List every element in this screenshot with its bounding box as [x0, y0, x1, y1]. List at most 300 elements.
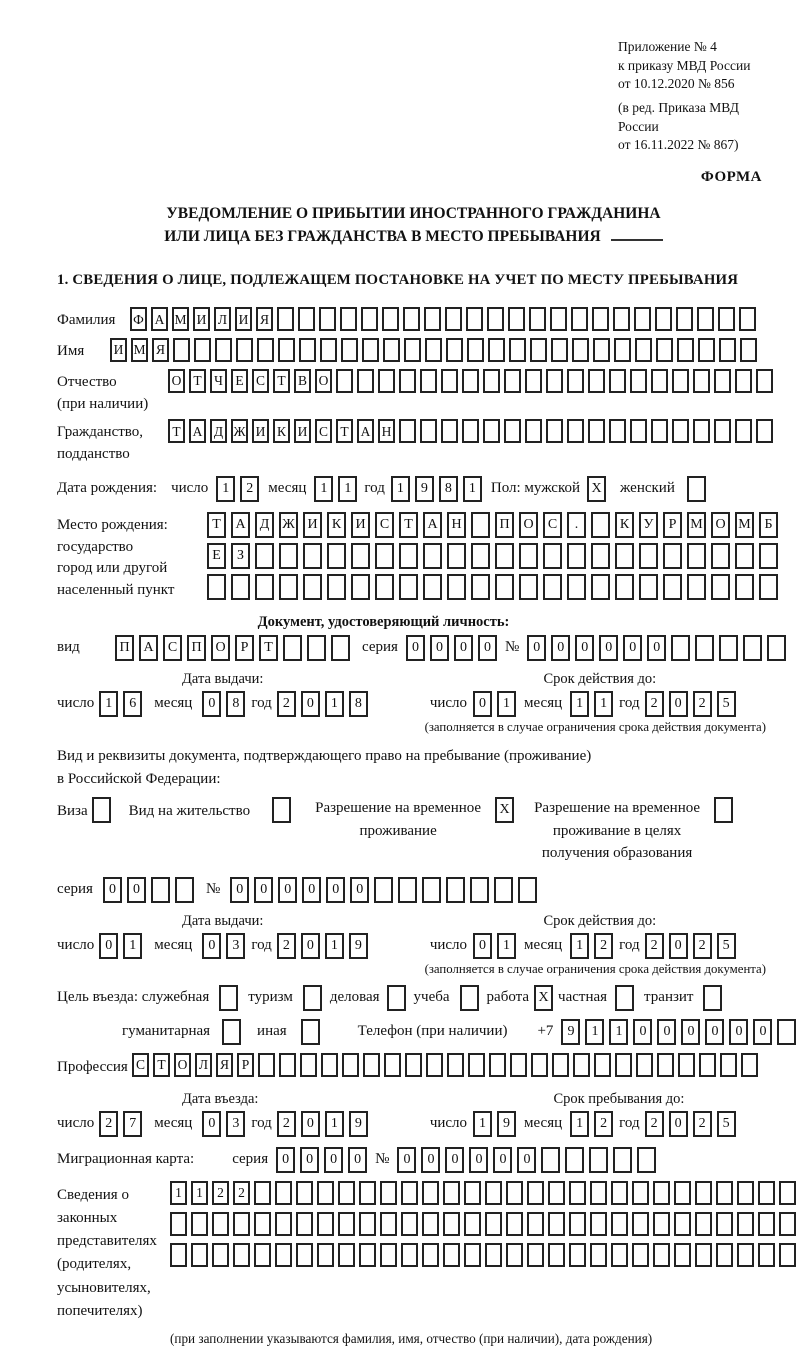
form-cell[interactable]: 7 [123, 1111, 142, 1137]
form-cell[interactable]: 1 [463, 476, 482, 502]
form-cell[interactable] [495, 543, 514, 569]
form-cell[interactable]: 2 [99, 1111, 118, 1137]
form-cell[interactable] [470, 877, 489, 903]
form-cell[interactable] [258, 1053, 275, 1077]
form-cell[interactable] [321, 1053, 338, 1077]
form-cell[interactable] [446, 877, 465, 903]
form-cell[interactable]: 0 [278, 877, 297, 903]
form-cell[interactable] [283, 635, 302, 661]
form-cell[interactable] [212, 1212, 229, 1236]
form-cell[interactable] [569, 1181, 586, 1205]
resid-issue-day-cells[interactable] [99, 933, 142, 959]
form-cell[interactable] [422, 1243, 439, 1267]
form-cell[interactable] [571, 307, 588, 331]
form-cell[interactable]: Е [231, 369, 248, 393]
form-cell[interactable] [711, 543, 730, 569]
resid-valid-month-cells[interactable] [570, 933, 613, 959]
form-cell[interactable] [779, 1212, 796, 1236]
form-cell[interactable]: 0 [430, 635, 449, 661]
form-cell[interactable]: 1 [325, 933, 344, 959]
form-cell[interactable] [719, 338, 736, 362]
resid-permit-checkbox[interactable] [272, 797, 291, 823]
form-cell[interactable] [735, 419, 752, 443]
form-cell[interactable]: Т [273, 369, 290, 393]
form-cell[interactable]: 0 [729, 1019, 748, 1045]
form-cell[interactable]: Н [447, 512, 466, 538]
form-cell[interactable]: X [495, 797, 514, 823]
form-cell[interactable]: 1 [191, 1181, 208, 1205]
purpose-private-checkbox[interactable] [615, 985, 634, 1011]
form-cell[interactable] [714, 797, 733, 823]
sex-male-checkbox[interactable] [587, 476, 606, 502]
form-cell[interactable]: 0 [493, 1147, 512, 1173]
form-cell[interactable] [359, 1212, 376, 1236]
form-cell[interactable] [338, 1243, 355, 1267]
form-cell[interactable] [592, 307, 609, 331]
form-cell[interactable] [767, 635, 786, 661]
birthplace-cells-row2[interactable] [207, 543, 778, 569]
form-cell[interactable]: И [351, 512, 370, 538]
form-cell[interactable] [546, 369, 563, 393]
birthplace-cells-row3[interactable] [207, 574, 778, 600]
form-cell[interactable] [572, 338, 589, 362]
form-cell[interactable] [317, 1212, 334, 1236]
form-cell[interactable]: И [110, 338, 127, 362]
form-cell[interactable] [737, 1212, 754, 1236]
form-cell[interactable] [254, 1212, 271, 1236]
form-cell[interactable]: 9 [349, 1111, 368, 1137]
name-cells[interactable] [110, 338, 757, 362]
form-cell[interactable] [420, 419, 437, 443]
form-cell[interactable]: 6 [123, 691, 142, 717]
form-cell[interactable]: 1 [325, 1111, 344, 1137]
form-cell[interactable] [341, 338, 358, 362]
form-cell[interactable]: Т [207, 512, 226, 538]
form-cell[interactable] [170, 1212, 187, 1236]
form-cell[interactable] [639, 574, 658, 600]
entry-month-cells[interactable] [202, 1111, 245, 1137]
form-cell[interactable] [422, 1212, 439, 1236]
form-cell[interactable] [546, 419, 563, 443]
form-cell[interactable] [613, 307, 630, 331]
form-cell[interactable]: 2 [277, 1111, 296, 1137]
form-cell[interactable]: 1 [497, 933, 516, 959]
form-cell[interactable] [525, 369, 542, 393]
form-cell[interactable]: 9 [561, 1019, 580, 1045]
form-cell[interactable] [399, 574, 418, 600]
form-cell[interactable] [531, 1053, 548, 1077]
form-cell[interactable]: П [115, 635, 134, 661]
form-cell[interactable] [611, 1243, 628, 1267]
form-cell[interactable]: 8 [226, 691, 245, 717]
form-cell[interactable]: 0 [397, 1147, 416, 1173]
form-cell[interactable] [359, 1181, 376, 1205]
resid-series-cells[interactable] [103, 877, 194, 903]
form-cell[interactable] [447, 574, 466, 600]
form-cell[interactable]: 0 [302, 877, 321, 903]
form-cell[interactable] [671, 635, 690, 661]
form-cell[interactable] [320, 338, 337, 362]
form-cell[interactable] [488, 338, 505, 362]
doc-issue-day-cells[interactable] [99, 691, 142, 717]
form-cell[interactable] [573, 1053, 590, 1077]
form-cell[interactable] [741, 1053, 758, 1077]
form-cell[interactable] [359, 1243, 376, 1267]
form-cell[interactable] [548, 1181, 565, 1205]
form-cell[interactable] [401, 1181, 418, 1205]
form-cell[interactable]: 0 [301, 691, 320, 717]
form-cell[interactable] [663, 543, 682, 569]
form-cell[interactable] [743, 635, 762, 661]
purpose-business-checkbox[interactable] [387, 985, 406, 1011]
form-cell[interactable] [446, 338, 463, 362]
form-cell[interactable] [483, 419, 500, 443]
surname-cells[interactable] [130, 307, 756, 331]
form-cell[interactable] [758, 1212, 775, 1236]
form-cell[interactable]: А [423, 512, 442, 538]
form-cell[interactable]: 1 [216, 476, 235, 502]
form-cell[interactable] [272, 797, 291, 823]
form-cell[interactable] [351, 574, 370, 600]
form-cell[interactable] [639, 543, 658, 569]
form-cell[interactable]: 5 [717, 691, 736, 717]
form-cell[interactable] [464, 1181, 481, 1205]
form-cell[interactable] [296, 1243, 313, 1267]
form-cell[interactable] [504, 369, 521, 393]
form-cell[interactable]: С [163, 635, 182, 661]
form-cell[interactable] [613, 1147, 632, 1173]
form-cell[interactable] [695, 1212, 712, 1236]
form-cell[interactable]: 3 [226, 933, 245, 959]
purpose-transit-checkbox[interactable] [703, 985, 722, 1011]
form-cell[interactable] [735, 574, 754, 600]
form-cell[interactable]: Т [189, 369, 206, 393]
form-cell[interactable] [716, 1243, 733, 1267]
form-cell[interactable]: Н [378, 419, 395, 443]
form-cell[interactable]: 0 [669, 691, 688, 717]
resid-valid-year-cells[interactable] [645, 933, 736, 959]
form-cell[interactable] [548, 1212, 565, 1236]
form-cell[interactable]: 0 [202, 1111, 221, 1137]
form-cell[interactable] [401, 1212, 418, 1236]
form-cell[interactable] [611, 1181, 628, 1205]
form-cell[interactable] [594, 1053, 611, 1077]
doc-series-cells[interactable] [406, 635, 497, 661]
form-cell[interactable]: О [174, 1053, 191, 1077]
form-cell[interactable] [698, 338, 715, 362]
form-cell[interactable]: 0 [406, 635, 425, 661]
form-cell[interactable]: 0 [103, 877, 122, 903]
doc-issue-month-cells[interactable] [202, 691, 245, 717]
form-cell[interactable] [495, 574, 514, 600]
form-cell[interactable] [718, 307, 735, 331]
form-cell[interactable]: 5 [717, 1111, 736, 1137]
form-cell[interactable]: Ж [231, 419, 248, 443]
form-cell[interactable] [219, 985, 238, 1011]
form-cell[interactable]: 0 [300, 1147, 319, 1173]
form-cell[interactable] [275, 1243, 292, 1267]
entry-day-cells[interactable] [99, 1111, 142, 1137]
form-cell[interactable]: 0 [473, 933, 492, 959]
form-cell[interactable]: И [235, 307, 252, 331]
form-cell[interactable] [338, 1212, 355, 1236]
form-cell[interactable] [380, 1212, 397, 1236]
form-cell[interactable]: Я [216, 1053, 233, 1077]
form-cell[interactable] [387, 985, 406, 1011]
form-cell[interactable]: 2 [693, 691, 712, 717]
form-cell[interactable] [527, 1181, 544, 1205]
form-cell[interactable] [336, 369, 353, 393]
form-cell[interactable] [663, 574, 682, 600]
form-cell[interactable] [485, 1212, 502, 1236]
form-cell[interactable]: 5 [717, 933, 736, 959]
form-cell[interactable] [677, 338, 694, 362]
purpose-study-checkbox[interactable] [460, 985, 479, 1011]
form-cell[interactable] [254, 1181, 271, 1205]
form-cell[interactable]: 0 [301, 933, 320, 959]
guardians-cells-row1[interactable] [170, 1181, 796, 1205]
form-cell[interactable] [307, 635, 326, 661]
form-cell[interactable] [759, 574, 778, 600]
form-cell[interactable] [590, 1243, 607, 1267]
form-cell[interactable] [756, 419, 773, 443]
form-cell[interactable]: 0 [254, 877, 273, 903]
form-cell[interactable] [615, 1053, 632, 1077]
form-cell[interactable] [277, 307, 294, 331]
purpose-official-checkbox[interactable] [219, 985, 238, 1011]
form-cell[interactable]: 0 [681, 1019, 700, 1045]
form-cell[interactable]: 0 [350, 877, 369, 903]
form-cell[interactable] [303, 574, 322, 600]
form-cell[interactable] [357, 369, 374, 393]
form-cell[interactable] [674, 1243, 691, 1267]
form-cell[interactable] [298, 307, 315, 331]
form-cell[interactable] [714, 369, 731, 393]
form-cell[interactable] [380, 1181, 397, 1205]
form-cell[interactable]: У [639, 512, 658, 538]
form-cell[interactable] [487, 307, 504, 331]
patronymic-cells[interactable] [168, 369, 773, 393]
form-cell[interactable]: М [687, 512, 706, 538]
form-cell[interactable] [590, 1181, 607, 1205]
form-cell[interactable] [687, 543, 706, 569]
form-cell[interactable]: 0 [202, 691, 221, 717]
form-cell[interactable]: С [543, 512, 562, 538]
form-cell[interactable] [756, 369, 773, 393]
form-cell[interactable] [552, 1053, 569, 1077]
form-cell[interactable] [693, 369, 710, 393]
form-cell[interactable]: 2 [645, 933, 664, 959]
form-cell[interactable] [593, 338, 610, 362]
form-cell[interactable] [447, 543, 466, 569]
form-cell[interactable]: С [252, 369, 269, 393]
form-cell[interactable] [175, 877, 194, 903]
form-cell[interactable]: 0 [301, 1111, 320, 1137]
form-cell[interactable] [194, 338, 211, 362]
form-cell[interactable]: А [189, 419, 206, 443]
form-cell[interactable] [399, 543, 418, 569]
form-cell[interactable]: М [131, 338, 148, 362]
form-cell[interactable] [489, 1053, 506, 1077]
form-cell[interactable] [541, 1147, 560, 1173]
form-cell[interactable]: И [303, 512, 322, 538]
form-cell[interactable]: 2 [240, 476, 259, 502]
form-cell[interactable] [375, 574, 394, 600]
form-cell[interactable]: 0 [469, 1147, 488, 1173]
form-cell[interactable] [737, 1181, 754, 1205]
birthplace-cells-row1[interactable] [207, 512, 778, 538]
form-cell[interactable] [591, 543, 610, 569]
form-cell[interactable] [672, 369, 689, 393]
form-cell[interactable]: О [711, 512, 730, 538]
form-cell[interactable] [591, 574, 610, 600]
form-cell[interactable] [398, 877, 417, 903]
form-cell[interactable]: С [375, 512, 394, 538]
form-cell[interactable] [703, 985, 722, 1011]
form-cell[interactable]: 1 [314, 476, 333, 502]
form-cell[interactable] [543, 574, 562, 600]
form-cell[interactable] [233, 1212, 250, 1236]
form-cell[interactable]: А [139, 635, 158, 661]
purpose-humanitarian-checkbox[interactable] [222, 1019, 241, 1045]
form-cell[interactable]: К [273, 419, 290, 443]
form-cell[interactable]: 2 [693, 1111, 712, 1137]
form-cell[interactable]: 1 [609, 1019, 628, 1045]
form-cell[interactable] [212, 1243, 229, 1267]
form-cell[interactable] [565, 1147, 584, 1173]
form-cell[interactable] [441, 419, 458, 443]
form-cell[interactable]: 0 [517, 1147, 536, 1173]
form-cell[interactable] [693, 419, 710, 443]
form-cell[interactable] [422, 1181, 439, 1205]
form-cell[interactable] [296, 1181, 313, 1205]
form-cell[interactable]: Р [237, 1053, 254, 1077]
form-cell[interactable] [374, 877, 393, 903]
form-cell[interactable]: 0 [478, 635, 497, 661]
profession-cells[interactable] [132, 1053, 758, 1077]
form-cell[interactable]: 1 [123, 933, 142, 959]
birth-month-cells[interactable] [314, 476, 357, 502]
form-cell[interactable]: 0 [99, 933, 118, 959]
form-cell[interactable]: Ф [130, 307, 147, 331]
form-cell[interactable] [375, 543, 394, 569]
form-cell[interactable] [529, 307, 546, 331]
phone-cells[interactable] [561, 1019, 796, 1045]
form-cell[interactable] [779, 1243, 796, 1267]
form-cell[interactable] [231, 574, 250, 600]
form-cell[interactable]: 0 [454, 635, 473, 661]
form-cell[interactable] [462, 419, 479, 443]
form-cell[interactable]: И [294, 419, 311, 443]
form-cell[interactable]: Ж [279, 512, 298, 538]
form-cell[interactable] [362, 338, 379, 362]
form-cell[interactable] [506, 1243, 523, 1267]
form-cell[interactable] [632, 1243, 649, 1267]
edu-permit-checkbox[interactable] [714, 797, 733, 823]
form-cell[interactable] [279, 1053, 296, 1077]
form-cell[interactable] [711, 574, 730, 600]
form-cell[interactable]: 9 [415, 476, 434, 502]
form-cell[interactable] [759, 543, 778, 569]
form-cell[interactable]: 0 [202, 933, 221, 959]
form-cell[interactable]: П [495, 512, 514, 538]
form-cell[interactable]: 2 [277, 933, 296, 959]
form-cell[interactable] [464, 1243, 481, 1267]
form-cell[interactable] [170, 1243, 187, 1267]
form-cell[interactable]: 8 [439, 476, 458, 502]
form-cell[interactable] [485, 1243, 502, 1267]
form-cell[interactable] [672, 419, 689, 443]
form-cell[interactable]: С [132, 1053, 149, 1077]
form-cell[interactable] [657, 1053, 674, 1077]
form-cell[interactable] [351, 543, 370, 569]
form-cell[interactable]: 1 [338, 476, 357, 502]
form-cell[interactable] [460, 985, 479, 1011]
form-cell[interactable] [719, 635, 738, 661]
form-cell[interactable] [656, 338, 673, 362]
doc-number-cells[interactable] [527, 635, 786, 661]
form-cell[interactable] [699, 1053, 716, 1077]
form-cell[interactable]: 0 [324, 1147, 343, 1173]
form-cell[interactable] [441, 369, 458, 393]
form-cell[interactable]: 9 [497, 1111, 516, 1137]
guardians-cells-row3[interactable] [170, 1243, 796, 1267]
form-cell[interactable] [275, 1212, 292, 1236]
form-cell[interactable] [636, 1053, 653, 1077]
form-cell[interactable] [383, 338, 400, 362]
form-cell[interactable] [674, 1181, 691, 1205]
form-cell[interactable] [630, 419, 647, 443]
form-cell[interactable] [695, 635, 714, 661]
form-cell[interactable] [278, 338, 295, 362]
form-cell[interactable]: 0 [669, 1111, 688, 1137]
form-cell[interactable] [342, 1053, 359, 1077]
stay-day-cells[interactable] [473, 1111, 516, 1137]
form-cell[interactable] [518, 877, 537, 903]
form-cell[interactable] [735, 369, 752, 393]
form-cell[interactable] [632, 1212, 649, 1236]
form-cell[interactable] [425, 338, 442, 362]
form-cell[interactable]: 8 [349, 691, 368, 717]
form-cell[interactable] [548, 1243, 565, 1267]
resid-issue-month-cells[interactable] [202, 933, 245, 959]
form-cell[interactable] [424, 307, 441, 331]
form-cell[interactable]: 1 [570, 1111, 589, 1137]
birth-year-cells[interactable] [391, 476, 482, 502]
form-cell[interactable]: 0 [551, 635, 570, 661]
form-cell[interactable] [467, 338, 484, 362]
form-cell[interactable] [678, 1053, 695, 1077]
form-cell[interactable] [506, 1212, 523, 1236]
form-cell[interactable]: Л [195, 1053, 212, 1077]
form-cell[interactable]: Ч [210, 369, 227, 393]
form-cell[interactable]: Д [255, 512, 274, 538]
form-cell[interactable]: 1 [473, 1111, 492, 1137]
form-cell[interactable] [426, 1053, 443, 1077]
form-cell[interactable] [462, 369, 479, 393]
form-cell[interactable] [399, 369, 416, 393]
form-cell[interactable] [615, 985, 634, 1011]
form-cell[interactable] [674, 1212, 691, 1236]
form-cell[interactable] [401, 1243, 418, 1267]
form-cell[interactable]: А [151, 307, 168, 331]
form-cell[interactable]: 9 [349, 933, 368, 959]
form-cell[interactable] [653, 1243, 670, 1267]
form-cell[interactable]: 0 [421, 1147, 440, 1173]
form-cell[interactable] [471, 543, 490, 569]
form-cell[interactable] [695, 1243, 712, 1267]
form-cell[interactable]: Я [256, 307, 273, 331]
